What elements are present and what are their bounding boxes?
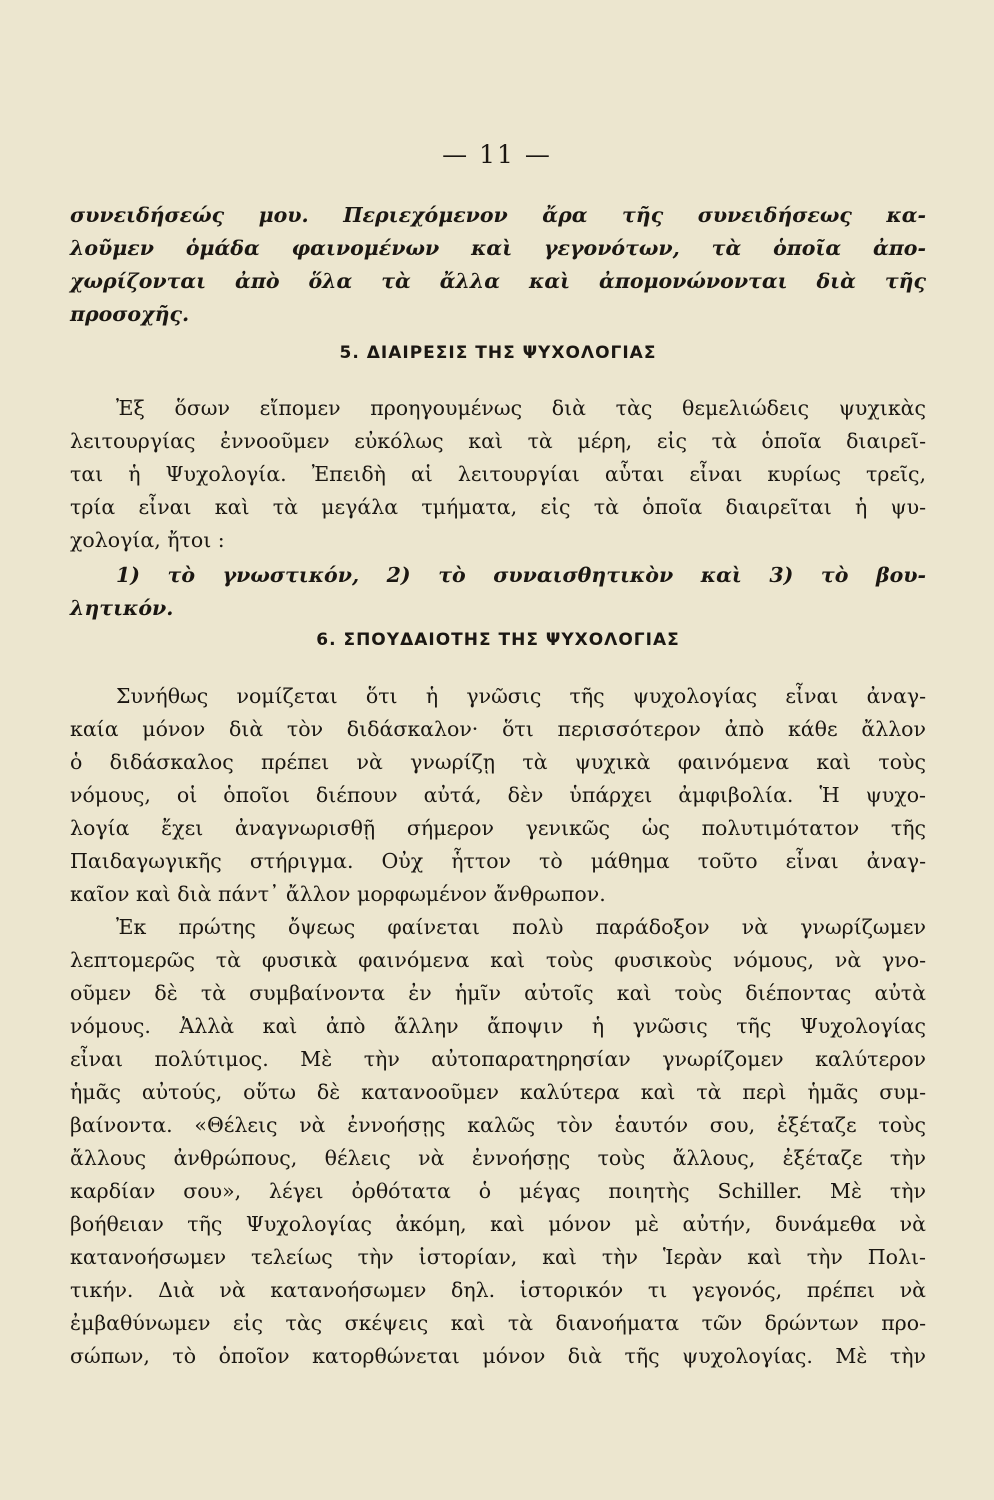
text-line: χολογία, ἤτοι : (70, 528, 225, 552)
text-line: 1) τὸ γνωστικόν, 2) τὸ συναισθητικὸν καὶ 3) τὸ βου- (116, 563, 926, 587)
text-line: οῦμεν δὲ τὰ συμβαίνοντα ἐν ἡμῖν αὐτοῖς καὶ τοὺς διέποντας αὐτὰ (70, 981, 926, 1005)
text-line: καία μόνον διὰ τὸν διδάσκαλον· ὅτι περισσότερον ἀπὸ κάθε ἄλλον (70, 717, 926, 741)
text-line: καῖον καὶ διὰ πάντ᾿ ἄλλον μορφωμένον ἄνθρωπον. (70, 882, 606, 906)
text-line: συνειδήσεώς μου. Περιεχόμενον ἄρα τῆς συνειδήσεως κα- (70, 203, 926, 227)
text-line: ὁ διδάσκαλος πρέπει νὰ γνωρίζῃ τὰ ψυχικὰ φαινόμενα καὶ τοὺς (70, 750, 926, 774)
text-line: νόμους. Ἀλλὰ καὶ ἀπὸ ἄλλην ἄποψιν ἡ γνῶσις τῆς Ψυχολογίας (70, 1014, 926, 1038)
text-line: ται ἡ Ψυχολογία. Ἐπειδὴ αἱ λειτουργίαι αὗται εἶναι κυρίως τρεῖς, (70, 462, 926, 486)
text-line: ἡμᾶς αὐτούς, οὕτω δὲ κατανοοῦμεν καλύτερα καὶ τὰ περὶ ἡμᾶς συμ- (70, 1080, 926, 1104)
text-line: λεπτομερῶς τὰ φυσικὰ φαινόμενα καὶ τοὺς φυσικοὺς νόμους, νὰ γνο- (70, 948, 926, 972)
text-line: ἐμβαθύνωμεν εἰς τὰς σκέψεις καὶ τὰ διανοήματα τῶν δρώντων προ- (70, 1311, 926, 1335)
text-line: Παιδαγωγικῆς στήριγμα. Οὐχ ἧττον τὸ μάθημα τοῦτο εἶναι ἀναγ- (70, 849, 926, 873)
text-line: χωρίζονται ἀπὸ ὅλα τὰ ἄλλα καὶ ἀπομονώνονται διὰ τῆς (70, 269, 926, 293)
text-line: λητικόν. (70, 596, 174, 620)
section-heading: 6. ΣΠΟΥΔΑΙΟΤΗΣ ΤΗΣ ΨΥΧΟΛΟΓΙΑΣ (316, 630, 680, 650)
text-line: νόμους, οἱ ὁποῖοι διέπουν αὐτά, δὲν ὑπάρχει ἀμφιβολία. Ἡ ψυχο- (70, 783, 926, 807)
text-line: Ἐκ πρώτης ὄψεως φαίνεται πολὺ παράδοξον νὰ γνωρίζωμεν (116, 915, 926, 939)
text-line: σώπων, τὸ ὁποῖον κατορθώνεται μόνον διὰ τῆς ψυχολογίας. Μὲ τὴν (70, 1344, 926, 1368)
text-line: Ἐξ ὅσων εἴπομεν προηγουμένως διὰ τὰς θεμελιώδεις ψυχικὰς (116, 396, 926, 420)
text-line: βοήθειαν τῆς Ψυχολογίας ἀκόμη, καὶ μόνον μὲ αὐτήν, δυνάμεθα νὰ (70, 1212, 926, 1236)
text-line: τρία εἶναι καὶ τὰ μεγάλα τμήματα, εἰς τὰ ὁποῖα διαιρεῖται ἡ ψυ- (70, 495, 926, 519)
page-number: — 11 — (442, 140, 552, 169)
text-line: καρδίαν σου», λέγει ὀρθότατα ὁ μέγας ποιητὴς Schiller. Μὲ τὴν (70, 1179, 926, 1203)
text-line: λογία ἔχει ἀναγνωρισθῇ σήμερον γενικῶς ὡς πολυτιμότατον τῆς (70, 816, 926, 840)
text-line: κατανοήσωμεν τελείως τὴν ἱστορίαν, καὶ τὴν Ἱερὰν καὶ τὴν Πολι- (70, 1245, 926, 1269)
section-heading: 5. ΔΙΑΙΡΕΣΙΣ ΤΗΣ ΨΥΧΟΛΟΓΙΑΣ (339, 343, 657, 363)
text-line: λοῦμεν ὁμάδα φαινομένων καὶ γεγονότων, τὰ ὁποῖα ἀπο- (70, 236, 926, 260)
text-line: τικήν. Διὰ νὰ κατανοήσωμεν δηλ. ἱστορικόν τι γεγονός, πρέπει νὰ (70, 1278, 926, 1302)
text-line: Συνήθως νομίζεται ὅτι ἡ γνῶσις τῆς ψυχολογίας εἶναι ἀναγ- (116, 684, 926, 708)
text-line: ἄλλους ἀνθρώπους, θέλεις νὰ ἐννοήσῃς τοὺς ἄλλους, ἐξέταζε τὴν (70, 1146, 926, 1170)
text-line: λειτουργίας ἐννοοῦμεν εὐκόλως καὶ τὰ μέρη, εἰς τὰ ὁποῖα διαιρεῖ- (70, 429, 926, 453)
text-line: βαίνοντα. «Θέλεις νὰ ἐννοήσῃς καλῶς τὸν ἑαυτόν σου, ἐξέταζε τοὺς (70, 1113, 926, 1137)
text-line: προσοχῆς. (70, 302, 190, 326)
text-line: εἶναι πολύτιμος. Μὲ τὴν αὐτοπαρατηρησίαν γνωρίζομεν καλύτερον (70, 1047, 926, 1071)
